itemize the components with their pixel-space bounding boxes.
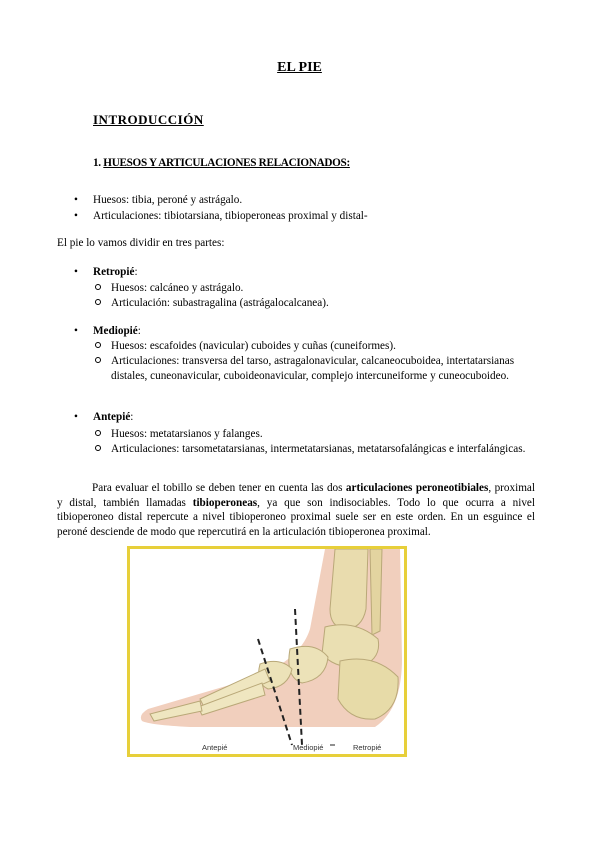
label-antepie: Antepié	[202, 743, 228, 752]
subsection-number: 1.	[93, 157, 101, 169]
subsection-heading	[93, 157, 350, 169]
body-paragraph: Para evaluar el tobillo se deben tener en cuenta las dos articulaciones peroneotibiales, proximal y distal, también llamadas tibioperoneas, ya que son indisociables. Todo lo que ocurra a nivel tibioperoneo distal repercute a nivel tibioperoneo proximal suele ser en este orden. En un esguince el peroné desciende de modo que repercutirá en la articulación tibioperonea proximal.	[57, 482, 535, 539]
page-title: EL PIE	[277, 60, 322, 75]
label-mediopie: Mediopié	[293, 743, 324, 752]
section-heading: INTRODUCCIÓN	[93, 112, 204, 127]
subsection-title: HUESOS Y ARTICULACIONES RELACIONADOS:	[103, 157, 350, 169]
divide-text: El pie lo vamos dividir en tres partes:	[57, 237, 225, 249]
foot-skeleton-illustration	[130, 549, 404, 754]
foot-anatomy-figure	[127, 546, 407, 757]
label-retropie: Retropié	[353, 743, 382, 752]
